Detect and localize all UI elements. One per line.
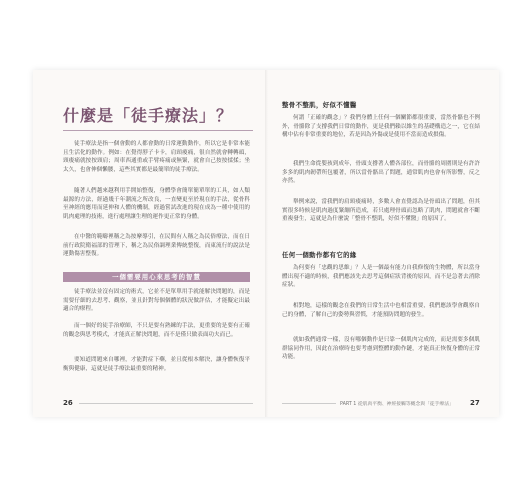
- body-paragraph: 隨著人們越來越利用手開始整復，身體學會簡單簡單單的工具，如人類最源的方法，經過幾千年潮流之所改良，一直變更至於現在的手法，從骨科至神經的應用而延伸和人體的機制，經過嘗試改進的現在成為一種中使用的肌肉處理的技術，進行處理讓生理的運作更正常的身體。: [63, 188, 250, 220]
- footer-rule: [79, 403, 253, 404]
- left-page: [33, 70, 265, 417]
- right-page: [268, 70, 499, 417]
- body-paragraph: 徒手療法是指一個會動的人都會動的日常運動動作，所以它是非常本能且生活化的動作。例如：在覺得脖子卡卡，肩頸痠痛，很自然就會轉轉頭，頸痠痛就按按頸肩；周車西通重或手臂疼痛或無緊，就會自己按按揉揉；坐太久，也會伸個懶腰，這些其實都是最簡單的徒手療法。: [63, 141, 250, 173]
- section-heading: 任何一個動作都有它的緣: [282, 251, 357, 259]
- section-subhead-banner: 一個需要用心來思考的智慧: [63, 272, 250, 282]
- body-paragraph: 舉例來說，當我們的肩頸痠痛時，多數人會直覺認為是骨頭出了問題，但其實很多時候是肌肉過度緊繃所造成，若只處理骨頭而忽略了肌肉，問題就會不斷重複發生，這就是為什麼說「整骨不整肌，好似不懂醫」的原因了。: [282, 199, 480, 223]
- page-title: 什麼是「徒手療法」？: [63, 106, 234, 125]
- page-number: 26: [63, 399, 73, 407]
- body-paragraph: 而一個好的徒手治療師，不只是要有熟練的手法，更重要的是要有正確的觀念與思考模式，才能真正解決問題，而不是僅只做表面功夫而已。: [63, 323, 250, 338]
- body-paragraph: 相對地，這樣的觀念在我們的日常生活中也相當重要，我們應該學會觀察自己的身體，了解自己的姿勢與習慣，才能預防問題的發生。: [282, 303, 480, 318]
- page-number: 27: [470, 399, 480, 407]
- title-underline: [63, 130, 253, 131]
- body-paragraph: 在中醫的範疇裡稱之為按摩導引，在民間有人稱之為民俗療法，而在日前行政院衛福部的管理下，稱之為民俗調理業傳統整復，而東流行的說法是運動傷害整復。: [63, 234, 250, 258]
- body-paragraph: 我們生命從嬰孩到成年，骨頭支撐著人體各部位，而骨骼的周圍則是有許許多多的肌肉韌帶所包覆著，所以當骨骼出了問題，通常肌肉也會有所影響，反之亦然。: [282, 161, 480, 185]
- body-paragraph: 徒手療法並沒有固定的術式，它並不是單單用手就能解決問題的，而是需要仔細的去思考、觀察，並且針對每個個體的狀況做評估，才能擬定出最適合的療程。: [63, 289, 250, 313]
- body-paragraph: 何謂「正確的觀念」？我們身體上任何一個關節都很重要，當然骨骼也不例外，骨骼除了支撐我們日常的動作，更是我們賴以維生的基礎構造之一，它在結構中佔有非常重要的地位，若是因為外傷或是使用不當而造成損傷。: [282, 115, 480, 139]
- running-head: PART 1 從肌肉平衡、神經接觸等概念與「徒手療法」: [340, 402, 454, 407]
- body-paragraph: 就如我們通常一樣，沒有哪個動作是只靠一個肌肉完成的，而是需要多個肌群協同作用，因此在治療時也要考慮到整體的動作鏈，才能真正恢復身體的正常功能。: [282, 337, 480, 361]
- body-paragraph: 要知道問題來自哪裡，才能對症下藥，並且從根本解決，讓身體恢復平衡與健康，這就是徒手療法最重要的精神。: [63, 357, 250, 372]
- book-spread: [33, 70, 499, 417]
- body-paragraph: 為何要有「忠觀的思維」？人是一個最有能力自我修復的生物體，所以當身體出現不適的時候，我們應該先去思考這個症狀背後的原因，而不是急著去消除症狀。: [282, 265, 480, 289]
- section-heading: 整骨不整肌，好似不懂醫: [282, 101, 357, 109]
- footer-rule: [282, 403, 336, 404]
